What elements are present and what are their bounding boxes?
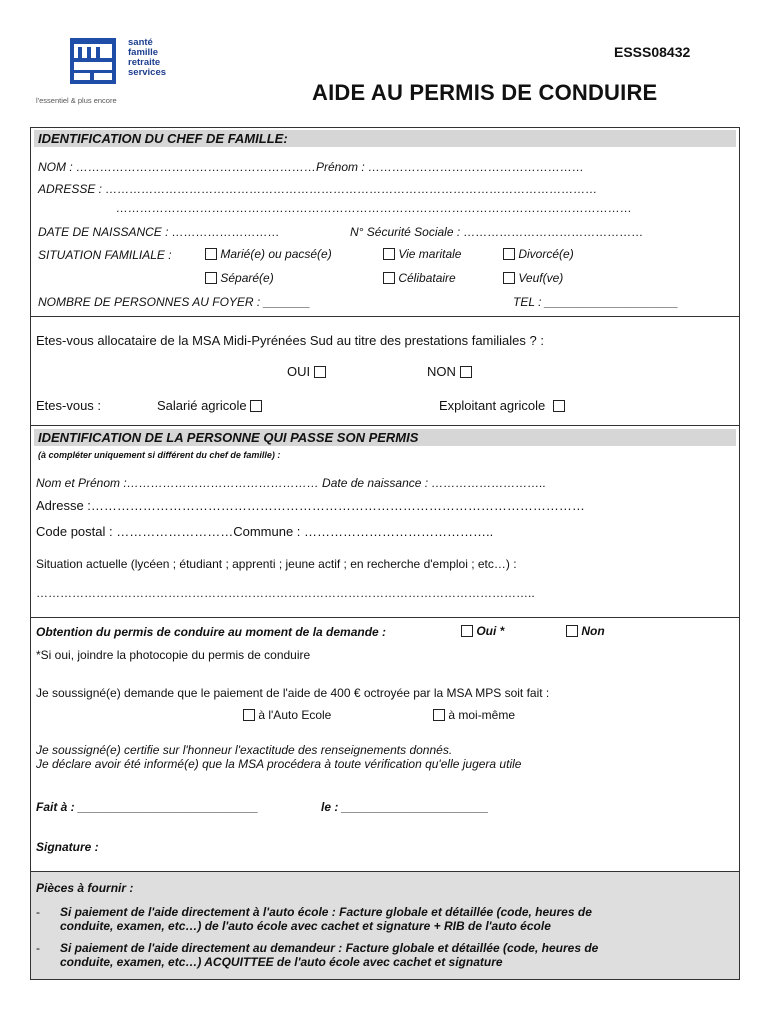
piece-item-2 bbox=[60, 941, 598, 969]
section-title-personne-permis: IDENTIFICATION DE LA PERSONNE QUI PASSE SON PERMIS bbox=[38, 430, 419, 445]
piece-item-1-line: Si paiement de l'aide directement à l'auto école : Facture globale et détaillée (code, heures de bbox=[60, 905, 592, 919]
option-auto-ecole[interactable]: à l'Auto Ecole bbox=[243, 708, 331, 722]
option-vie-maritale[interactable]: Vie maritale bbox=[383, 247, 461, 261]
section-subtitle: (à compléter uniquement si différent du chef de famille) : bbox=[38, 450, 281, 460]
checkbox[interactable] bbox=[205, 248, 217, 260]
checkbox[interactable] bbox=[250, 400, 262, 412]
checkbox[interactable] bbox=[460, 366, 472, 378]
situation-actuelle-field[interactable]: …………………………………………………………………………………………………………….. bbox=[36, 586, 535, 600]
allocataire-non[interactable]: NON bbox=[427, 364, 472, 379]
piece-item-1 bbox=[60, 905, 592, 933]
option-marie[interactable]: Marié(e) ou pacsé(e) bbox=[205, 247, 332, 261]
code-postal-commune-field[interactable]: Code postal : ………………………Commune : …………………………………….. bbox=[36, 524, 494, 539]
date-naissance-field[interactable]: DATE DE NAISSANCE : ……………………… bbox=[38, 225, 280, 239]
checkbox[interactable] bbox=[566, 625, 578, 637]
etes-vous-label: Etes-vous : bbox=[36, 398, 102, 413]
logo-line: famille bbox=[128, 47, 159, 58]
checkbox[interactable] bbox=[383, 248, 395, 260]
salarie-option[interactable]: Salarié agricole bbox=[157, 398, 262, 413]
allocataire-question: Etes-vous allocataire de la MSA Midi-Pyrénées Sud au titre des prestations familiales ? : bbox=[36, 333, 544, 348]
date-le-field[interactable]: le : ______________________ bbox=[321, 800, 489, 814]
pieces-title: Pièces à fournir : bbox=[36, 881, 134, 895]
paiement-text: Je soussigné(e) demande que le paiement de l'aide de 400 € octroyée par la MSA MPS soit fait : bbox=[36, 686, 550, 700]
checkbox[interactable] bbox=[553, 400, 565, 412]
allocataire-oui[interactable]: OUI bbox=[287, 364, 326, 379]
adresse-permis-field[interactable]: Adresse :…………………………………………………………………………………………………… bbox=[36, 498, 585, 513]
msa-logo-icon bbox=[70, 38, 116, 84]
option-celibataire[interactable]: Célibataire bbox=[383, 271, 456, 285]
piece-item-2-line: Si paiement de l'aide directement au demandeur : Facture globale et détaillée (code, heures de bbox=[60, 941, 599, 955]
obtention-oui[interactable]: Oui * bbox=[461, 624, 504, 638]
divider bbox=[30, 316, 740, 317]
situation-label: SITUATION FAMILIALE : bbox=[38, 248, 172, 262]
piece-item-1-line: conduite, examen, etc…) de l'auto école avec cachet et signature + RIB de l'auto école bbox=[60, 919, 551, 933]
nom-prenom-field[interactable]: NOM : ……………………………………………………Prénom : ……………………………………………… bbox=[38, 160, 585, 174]
logo-text bbox=[128, 38, 166, 78]
logo-line: santé bbox=[128, 37, 153, 48]
msa-logo bbox=[70, 38, 116, 84]
tel-field[interactable]: TEL : ____________________ bbox=[513, 295, 679, 309]
checkbox[interactable] bbox=[433, 709, 445, 721]
nom-prenom-naissance-field[interactable]: Nom et Prénom :………………………………………… Date de naissance : ……………………….. bbox=[36, 476, 547, 490]
logo-line: services bbox=[128, 67, 167, 78]
certification-text: Je soussigné(e) certifie sur l'honneur l'exactitude des renseignements donnés. bbox=[36, 743, 453, 757]
checkbox[interactable] bbox=[503, 272, 515, 284]
secu-field[interactable]: N° Sécurité Sociale : ……………………………………… bbox=[350, 225, 644, 239]
obtention-non[interactable]: Non bbox=[566, 624, 605, 638]
photocopie-note: *Si oui, joindre la photocopie du permis de conduire bbox=[36, 648, 311, 662]
signature-label: Signature : bbox=[36, 840, 99, 854]
page-title: AIDE AU PERMIS DE CONDUIRE bbox=[312, 80, 658, 105]
form-reference: ESSS08432 bbox=[614, 44, 691, 60]
option-moi-meme[interactable]: à moi-même bbox=[433, 708, 515, 722]
checkbox[interactable] bbox=[503, 248, 515, 260]
bullet-dash: - bbox=[36, 905, 40, 919]
checkbox[interactable] bbox=[243, 709, 255, 721]
obtention-question: Obtention du permis de conduire au moment de la demande : bbox=[36, 625, 387, 639]
logo-line: retraite bbox=[128, 57, 161, 68]
declaration-text: Je déclare avoir été informé(e) que la MSA procédera à toute vérification qu'elle jugera utile bbox=[36, 757, 522, 771]
bullet-dash: - bbox=[36, 941, 40, 955]
option-separe[interactable]: Séparé(e) bbox=[205, 271, 274, 285]
situation-actuelle-label: Situation actuelle (lycéen ; étudiant ; apprenti ; jeune actif ; en recherche d'emploi ; etc…) : bbox=[36, 557, 517, 571]
divider bbox=[30, 425, 740, 426]
piece-item-2-line: conduite, examen, etc…) ACQUITTEE de l'auto école avec cachet et signature bbox=[60, 955, 503, 969]
exploitant-option[interactable]: Exploitant agricole bbox=[439, 398, 565, 413]
logo-tagline: l'essentiel & plus encore bbox=[36, 96, 117, 105]
option-divorce[interactable]: Divorcé(e) bbox=[503, 247, 574, 261]
checkbox[interactable] bbox=[383, 272, 395, 284]
adresse-field-line2[interactable]: ………………………………………………………………………………………………………………… bbox=[116, 201, 632, 215]
checkbox[interactable] bbox=[314, 366, 326, 378]
checkbox[interactable] bbox=[461, 625, 473, 637]
nb-personnes-field[interactable]: NOMBRE DE PERSONNES AU FOYER : _______ bbox=[38, 295, 311, 309]
divider bbox=[30, 617, 740, 618]
section-title-chef-famille: IDENTIFICATION DU CHEF DE FAMILLE: bbox=[38, 131, 288, 146]
option-veuf[interactable]: Veuf(ve) bbox=[503, 271, 563, 285]
adresse-field[interactable]: ADRESSE : …………………………………………………………………………………………………………… bbox=[38, 182, 598, 196]
fait-a-field[interactable]: Fait à : ___________________________ bbox=[36, 800, 259, 814]
checkbox[interactable] bbox=[205, 272, 217, 284]
